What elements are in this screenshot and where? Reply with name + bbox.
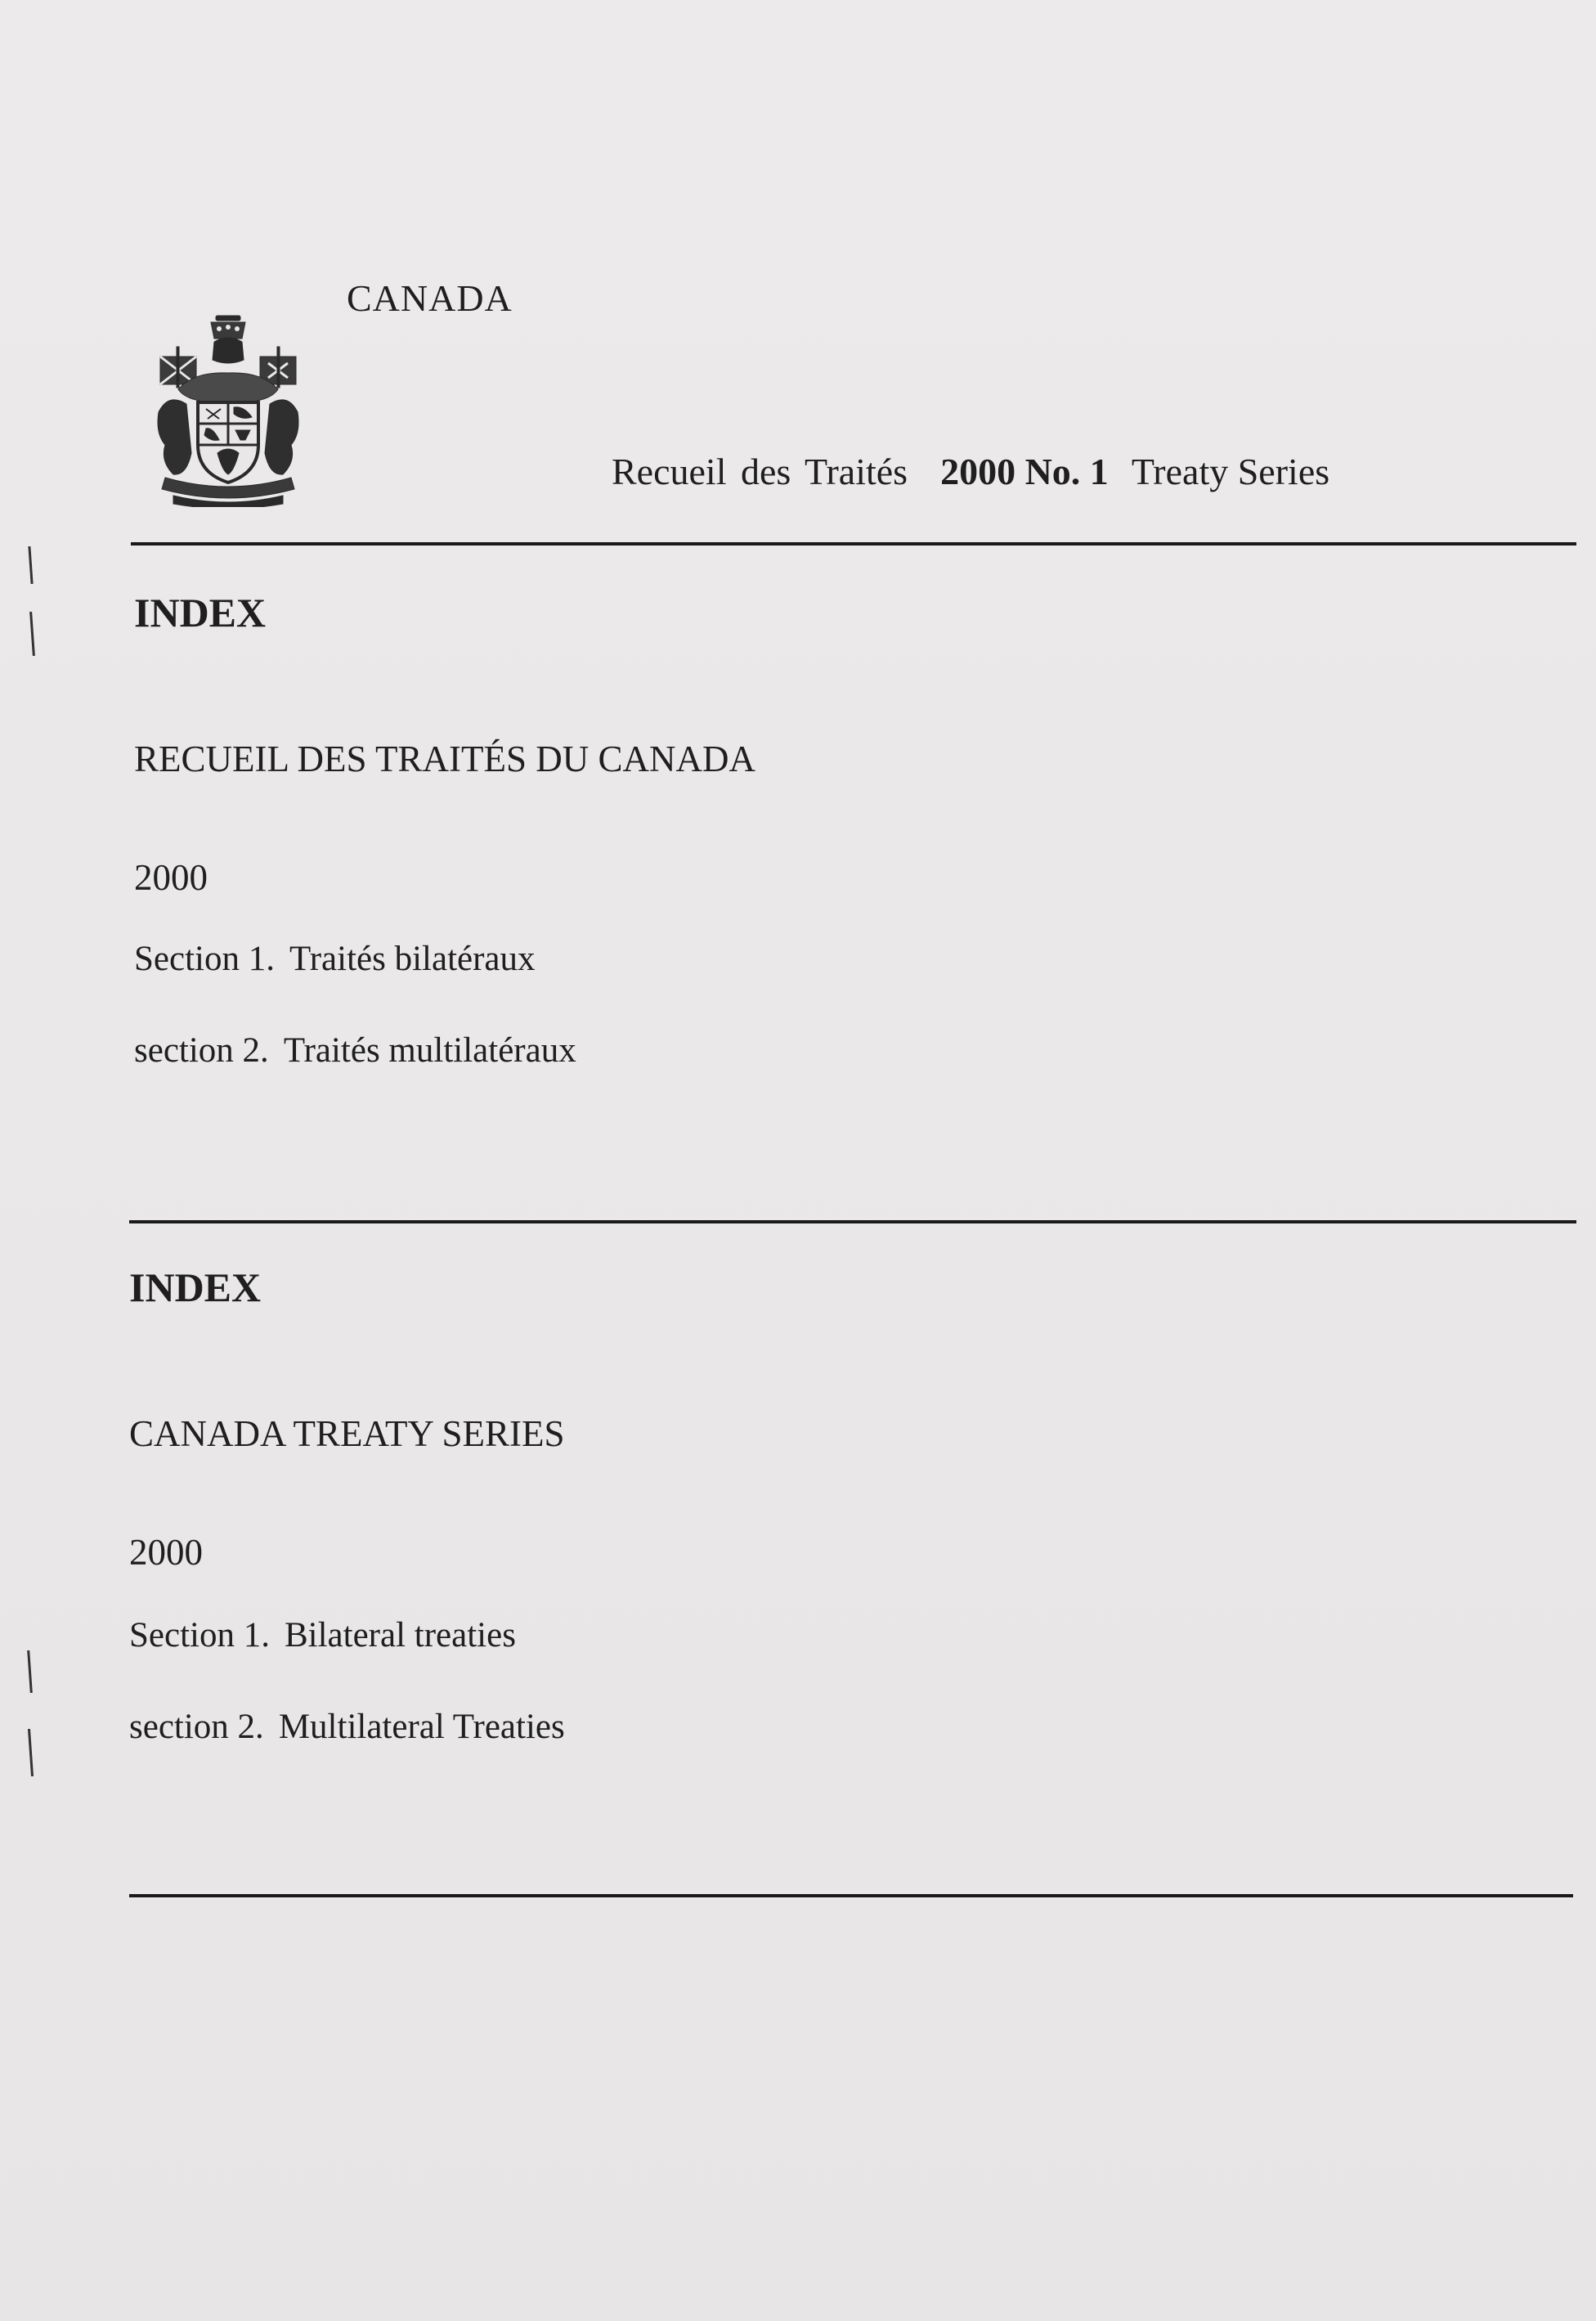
coat-of-arms-of-canada-icon xyxy=(154,314,303,507)
staple-mark xyxy=(27,1650,33,1693)
staple-mark xyxy=(28,1729,34,1776)
english-series-title: CANADA TREATY SERIES xyxy=(129,1413,565,1454)
english-section-2 xyxy=(129,1707,565,1747)
french-section-2 xyxy=(134,1030,576,1071)
series-number: 2000 No. 1 xyxy=(940,451,1109,492)
english-index-title: INDEX xyxy=(129,1264,262,1310)
series-header xyxy=(612,450,1329,493)
section-number: Section 1. xyxy=(129,1616,270,1654)
divider-middle xyxy=(129,1220,1576,1223)
french-series-title: RECUEIL DES TRAITÉS DU CANADA xyxy=(134,738,755,779)
staple-mark xyxy=(28,546,33,584)
section-label: Multilateral Treaties xyxy=(278,1708,565,1746)
divider-top xyxy=(131,542,1576,545)
section-number: section 2. xyxy=(129,1708,264,1746)
section-label: Bilateral treaties xyxy=(284,1616,516,1654)
french-section-1 xyxy=(134,939,536,979)
divider-bottom xyxy=(129,1894,1573,1897)
french-year: 2000 xyxy=(134,857,208,898)
english-section-1 xyxy=(129,1615,516,1655)
section-label: Traités bilatéraux xyxy=(289,940,536,978)
section-number: section 2. xyxy=(134,1031,269,1070)
section-label: Traités multilatéraux xyxy=(283,1031,576,1070)
french-index-title: INDEX xyxy=(134,590,267,635)
english-year: 2000 xyxy=(129,1532,203,1573)
series-name-english: Treaty Series xyxy=(1131,451,1330,492)
staple-mark xyxy=(29,612,35,656)
series-name-french: Recueil des Traités xyxy=(612,451,908,492)
section-number: Section 1. xyxy=(134,940,275,978)
country-label: CANADA xyxy=(347,277,513,319)
